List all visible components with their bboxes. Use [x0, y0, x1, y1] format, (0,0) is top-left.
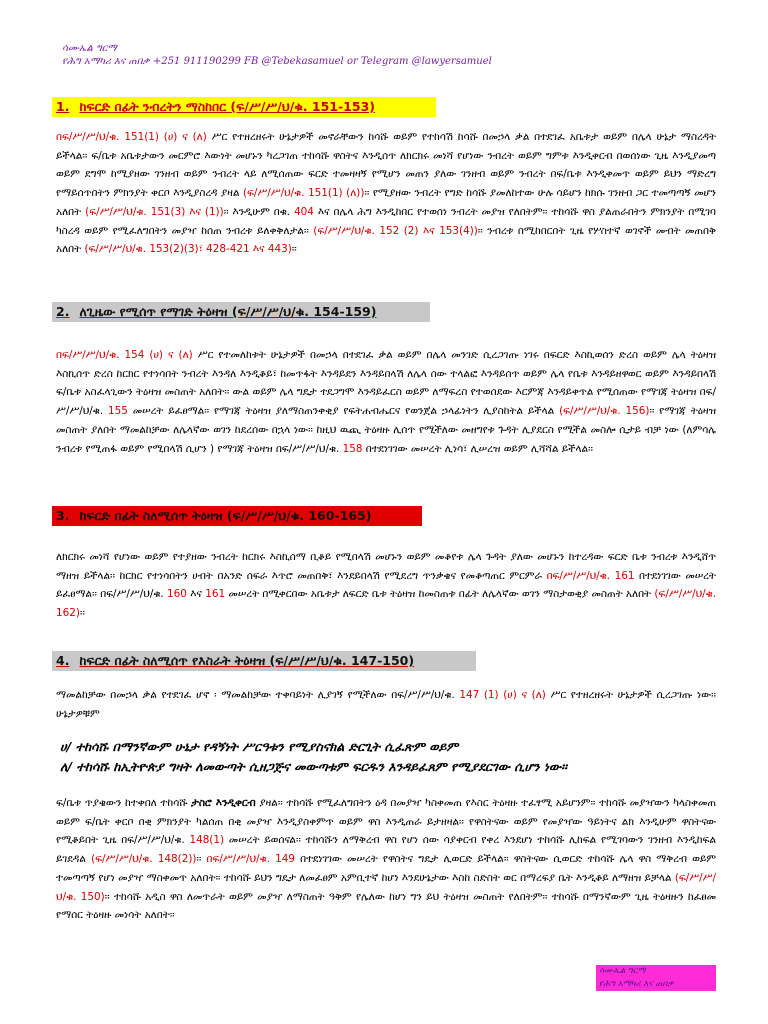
paragraph-text: ፡፡ የማገጃ ትዕዛዝ መስጠት ያለበት ማመልከቻው ለሌላኛው ወገን ከደረሰው በኋላ ነው፡፡ ከዚህ ዉጪ ትዕዛዙ ሊሰጥ የሚችለው መዘግየቱ ጉዳት ሊያደርስ የሚችል መስሎ ሲታይ ብቻ ነው (ለምሳሌ ንብረቱ የሚጠፋ ወይም የሚበላሽ ሲሆን ) የማገጃ ትዕዛዝ በፍ/ሥ/ሥ/ህ/ቁ.: [56, 405, 716, 455]
section-number: 2.: [56, 304, 70, 319]
paragraph-text: ማመልከቻው በመኃላ ቃል የተደገፈ ሆኖ ፡ ማመልከቻው ተቀባይነት ሊያገኝ የሚችለው በፍ/ሥ/ሥ/ህ/ቁ.: [56, 689, 460, 701]
section-number: 1.: [56, 99, 70, 114]
citation-text: 155: [108, 405, 128, 418]
citation-text: በፍ/ሥ/ሥ/ህ/ቁ. 149: [206, 853, 295, 866]
section-4-intro: [56, 686, 716, 726]
paragraph-text: እና በሌላ ሕግ እንዲከበር የተወሰነ ንብረት መያዝ የለበትም፡፡ ተከሳሹ ዋስ ያልጠራበትን ምክንያት በሚገባ ካስረዳ ወይም የሚፈለግበትን መያዣ ከሰጠ ንብረቱ ይለቀቅለታል፡፡: [56, 205, 716, 237]
section-title-text: ለጊዜው የሚሰጥ የማገድ ትዕዛዝ (ፍ/ሥ/ሥ/ህ/ቁ. 154-159): [79, 304, 377, 319]
paragraph-text: ፡፡: [291, 243, 297, 256]
paragraph-text: ፍ/ቤቱ ጥያቄውን ከተቀበለ ተከሳሹ: [56, 797, 192, 809]
paragraph-text: ያዛል፡፡ ተከሳሹ የሚፈለግበትን ዕዳ በመያዣ ካስቀመጠ የእስር ትዕዛዙ ተፈፃሚ አይሆንም፡፡ ተከሳሹ መያዣውን ካላስቀመጠ ወይም ፍ/ቤት ቀርቦ በቂ ምክንያት ካልሰጠ በቂ መያዣ እንዲያስቀምጥ ወይም ዋስ እንዲጠራ ይታዘዛል፡፡ የዋስትናው ወይም የመያዣው ዓይነትና ልክ እንዲሁም ዋስትናው የሚቆይበት ጊዜ በፍ/ሥ/ሥ/ህ/ቁ.: [56, 797, 716, 847]
section-title-text: ከፍርድ በፊት ስለሚሰጥ የእስራት ትዕዛዝ (ፍ/ሥ/ሥ/ህ/ቁ. 147-150): [79, 653, 415, 668]
paragraph-text: ለክርክሩ መነሻ የሆነው ወይም የተያዘው ንብረት ከርክሩ እስኪሰማ ቢቆይ የሚበላሽ መሆኑን ወይም መቆየቱ ሌላ ጉዳት ያለው መሆኑን ከተረዳው ፍርድ ቤቱ ንብረቱ እንዲሸጥ ማዘዝ ይችላል፡፡ ከርክር የተነሳበትን ሀብት በአንድ ሰፍራ እጥሮ መጠበቅ፣ እንደይበላሽ የሚደረግ ጥንቃቄና የመቆጣጠር ምርምራ: [56, 551, 716, 582]
section-3-paragraph: [56, 548, 716, 626]
citation-text: (ፍ/ሥ/ሥ/ህ/ቁ. 162): [56, 588, 716, 620]
paragraph-text: ፡፡ ተከሳሹ አዲስ ዋስ ለመጥራት ወይም መያዣ ለማስጠት ዓቅም የሌለው ከሆነ ግን ይህ ትዕዛዝ መስጠት የለበትም፡፡ ተከሳሹ በማንኛውም ጊዜ ትዕዛዙን ከፈፀመ የማሰር ትዕዛዙ መነሳት አለበት፡፡: [56, 890, 716, 922]
citation-text: በፍ/ሥ/ሥ/ህ/ቁ. 151(1) (ሀ) ና (ለ): [56, 131, 207, 143]
signature-name: ሳሙኤል ግርማ: [596, 965, 716, 978]
citation-text: (ፍ/ሥ/ሥ/ህ/ቁ. 151(1) (ለ)): [242, 187, 365, 200]
author-name: ሳሙኤል ግርማ: [62, 43, 117, 54]
citation-text: 161: [205, 588, 226, 601]
paragraph-text: ፡፡: [196, 853, 207, 866]
section-4-paragraph: [56, 794, 716, 926]
paragraph-text: ፡፡ ንብረቱ በሚከበርበት ጊዜ የሦስተኛ ወገኖች መብት መጠበቅ አለበት: [56, 224, 716, 256]
citation-text: (ፍ/ሥ/ሥ/ህ/ቁ. 151(3) እና (1)): [85, 205, 224, 218]
citation-text: (ፍ/ሥ/ሥ/ህ/ቁ. 150): [56, 871, 716, 903]
paragraph-text: በተደነገገው መሠረት የዋስትና ግዴታ ሊወርድ ይችላል፡፡ ዋስትናው ሲወርድ ተከሳሹ ሌላ ዋስ ማቅረብ ወይም ተመጣጣኝ የሆነ መያዣ ማስቀመጥ አለበት፡፡ ተከሳሹ ይህን ግዴታ ለመፈፀም አምቢተኛ ከሆነ እንደሁኔታው እስከ ስድስት ወር በማረፍያ ቤት እንዲቆይ ለማዘዝ ይቻላል: [56, 853, 716, 884]
citation-text: 147 (1) (ሀ) ና (ለ): [459, 689, 546, 701]
paragraph-text: መሠረት በሚቀርበው አቤቱታ ለፍርድ ቤቱ ትዕዛዝ ከመስጠቱ በፊት ለሌላኛው ወገን ማስታወቂያ መስጠት አለበት: [225, 588, 655, 601]
section-2-heading: [52, 302, 430, 322]
paragraph-text: መሠረት ይፈፀማል፡፡ የማገጃ ትዕዛዝ ያለማስጠንቀቂያ የፍትሐብሔርና የወንጀል ኃላፊነትን ሊያስከትል ይችላል: [127, 405, 560, 418]
paragraph-text: ፡፡ የሚያዘው ንብረት የግድ ከሳሹ ያመለከተው ሁሉ ሳይሆን ከክሱ ገንዘብ ጋር ተመጣጣኝ መሆን አለበት: [56, 187, 716, 218]
paragraph-text: ታስሮ እንዲቀርብ: [191, 797, 256, 809]
citation-text: (ፍ/ሥ/ሥ/ህ/ቁ. 156): [559, 405, 650, 418]
citation-text: (ፍ/ሥ/ሥ/ህ/ቁ. 153(2)(3)፣ 428-421 እና 443): [84, 243, 292, 256]
paragraph-text: ሥር የተዘረዘሩት ሁኔታዎች መኖራቸውን ከሳሹ ወይም የተከሳሽ ከሳሹ በመኃላ ቃል በተደገፈ አቤቱታ ወይም በሌላ ሁኔታ ማስረዳት ይችላል፡፡ ፍ/ቤቱ አቤቱታውን መርምሮ እውነት መሆኑን ካረጋገጠ ተከሳሹ ዋስትና እንዲሰጥ ለክርክሩ መነሻ የሆነው ንብረት ወይም ግምቱ እንዲቀርብ በወሰነው ጊዜ እንዲያመጣ ወይም ደግሞ ከሚያዘው ገንዘብ ወይም ንብረት ላይ ለሚሰጠው ፍርድ ተመዛዛኝ የሚሆን መጠን ያለው ገንዘብ ወይም ንብረት በፍ/ቤቱ እንዲቀመጥ ወይም ይህን ማድረግ የማይሰጥበትን ምክንያት ቀርቦ እንዲያስረዳ ያዛል: [56, 131, 716, 200]
paragraph-text: ሥር የተዘረዘሩት ሁኔታዎች ሲረጋገጡ ነው፡፡ ሁኔታዎቹም: [56, 689, 716, 720]
condition-a: ሀ/ ተከሳሹ በማንኛውም ሁኔታ የዳኝነት ሥርዓቱን የሚያስናክል ድርጊት ሲፈጽም ወይም: [60, 739, 459, 754]
paragraph-text: መሠረት ይወሰናል፡፡ ተከሳሹን ለማቅረብ ዋስ የሆነ ሰው ሳያቀርብ የቀረ እንደሆነ ተከሳሹ ሊከፍል የሚገባውን ገንዘብ እንዲከፍል ይገደዳል: [56, 834, 716, 866]
section-3-heading: [52, 506, 422, 526]
citation-text: በፍ/ሥ/ሥ/ህ/ቁ. 161: [546, 569, 635, 582]
paragraph-text: ፡፡: [79, 607, 85, 620]
paragraph-text: ፡፡ እንዲሁም በቁ.: [223, 205, 295, 218]
section-title-text: ከፍርድ በፊት ስለሚሰጥ ትዕዛዝ (ፍ/ሥ/ሥ/ህ/ቁ. 160-165): [79, 508, 372, 523]
citation-text: በፍ/ሥ/ሥ/ህ/ቁ. 154 (ሀ) ና (ለ): [56, 349, 193, 361]
paragraph-text: በተደነገገው መሠረት ይፈፀማል፡፡ በፍ/ሥ/ሥ/ህ/ቁ.: [56, 569, 716, 601]
citation-text: 404: [294, 205, 314, 218]
section-1-paragraph: [56, 128, 716, 280]
condition-b: ለ/ ተከሳሹ ከኢትዮጵያ ግዛት ለመውጣት ሲዘጋጅና መውጣቱም ፍርዱን እንዳይፈጸም የሚያደርገው ሲሆን ነው፡፡: [60, 759, 567, 774]
section-title-text: ከፍርድ በፊት ንብረትን ማስከበር (ፍ/ሥ/ሥ/ህ/ቁ. 151-153): [79, 99, 375, 114]
paragraph-text: በተደነገገው መሠረት ሊነሳ፣ ሊሠረዝ ወይም ሊሻሻል ይችላል፡፡: [362, 442, 593, 455]
section-number: 3.: [56, 508, 70, 523]
signature-title: የሕግ አማካሪ እና ጠበቃ: [596, 978, 716, 991]
author-contact: የሕግ አማካሪ እና ጠበቃ +251 911190299 FB @Tebekasamuel or Telegram @lawyersamuel: [62, 56, 492, 67]
citation-text: (ፍ/ሥ/ሥ/ህ/ቁ. 152 (2) እና 153(4)): [313, 224, 478, 237]
paragraph-text: እና: [186, 588, 206, 601]
section-1-heading: [52, 97, 436, 117]
citation-text: 158: [342, 442, 363, 455]
section-2-paragraph: [56, 346, 716, 480]
citation-text: (ፍ/ሥ/ሥ/ህ/ቁ. 148(2)): [91, 853, 197, 866]
section-4-heading: [52, 651, 476, 671]
section-number: 4.: [56, 653, 70, 668]
paragraph-text: ሥር የተመለከቱት ሁኔታዎች በመኃላ በተደገፈ ቃል ወይም በሌላ መንገድ ሲረጋገጡ ነገሩ በፍርድ እስኪወሰን ድረስ ወይም ሌላ ትዕዛዝ እስኪሰጥ ድረስ ከርክር የተነሳበት ንብረት እንዳለ እንዲቆይ፣ ከመጥፋት እንዳይደን እንዳይበላሽ ለሌላ ሰው ተላልፎ እንዳይሰጥ ወይም ሌላ የቤቱ እንዳይዘዋወር ወይም እንዳይበላሽ ፍ/ቤቱ አስፈላጊውን ትዕዛዝ መስጠት አለበት፡፡ ውል ወይም ሌላ ግዴታ ተደጋግሞ እንዳይፈርስ ወይም ለማፍረስ የተወሰደው እርምጃ እንዳይቀጥል የሚሰጠው የማገጃ ትዕዛዝ በፍ/ሥ/ሥ/ህ/ቁ.: [56, 349, 716, 418]
citation-text: 160: [167, 588, 187, 601]
citation-text: 148(1): [189, 834, 225, 847]
